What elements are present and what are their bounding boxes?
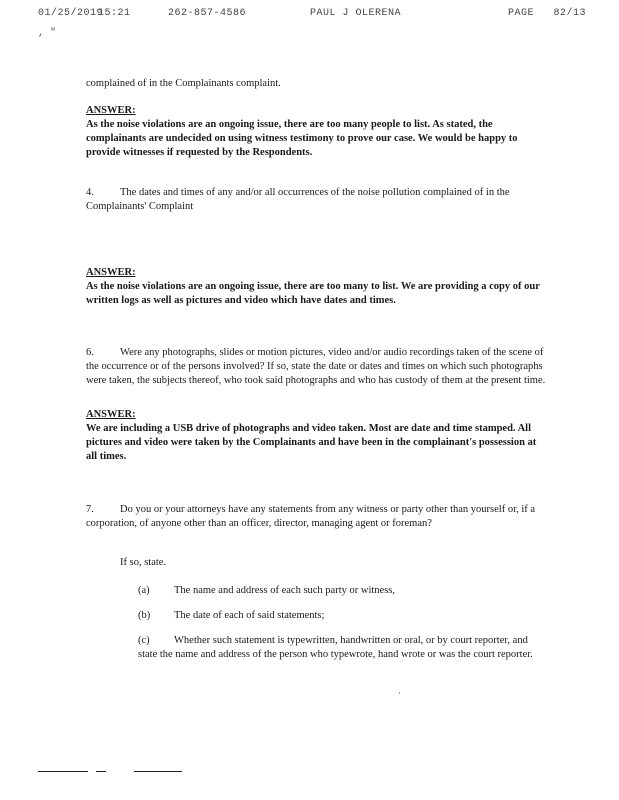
fax-page [508, 8, 586, 19]
scan-speck: · [398, 688, 401, 698]
question-4-text: The dates and times of any and/or all occurrences of the noise pollution complained of in the Complainants' Complaint [86, 187, 510, 212]
footer-rule-dash [96, 771, 106, 772]
sub-item-a [138, 584, 548, 598]
question-4-number: 4. [86, 187, 94, 198]
sub-item-c-label: (c) [138, 635, 150, 646]
sub-item-b-label: (b) [138, 610, 151, 621]
fax-mark: , " [38, 28, 57, 39]
answer-6 [86, 408, 548, 464]
continuation-text: complained of in the Complainants complaint. [86, 78, 281, 89]
fax-header [38, 8, 598, 22]
fax-page-label: PAGE [508, 8, 535, 19]
question-6 [86, 346, 548, 388]
answer-1-heading: ANSWER: [86, 105, 136, 116]
answer-1-text: As the noise violations are an ongoing issue, there are too many people to list. As stated, the complainants are undecided on using witness testimony to prove our case. We would be happy to provide witnesses if requested by the Respondents. [86, 119, 518, 158]
sub-item-b [138, 609, 548, 623]
question-7-text: Do you or your attorneys have any statements from any witness or party other than yourself or, if a corporation, of anyone other than an officer, director, managing agent or foreman? [86, 504, 536, 529]
answer-1 [86, 104, 548, 160]
sub-item-a-label: (a) [138, 585, 150, 596]
fax-page-number: 82/13 [553, 8, 587, 19]
fax-phone: 262-857-4586 [168, 8, 247, 19]
fax-sender: PAUL J OLERENA [310, 8, 402, 19]
question-4 [86, 186, 548, 214]
sub-item-c [138, 634, 544, 662]
answer-4 [86, 266, 548, 308]
sub-item-b-text: The date of each of said statements; [174, 610, 325, 621]
answer-4-heading: ANSWER: [86, 267, 136, 278]
sub-item-a-text: The name and address of each such party or witness, [174, 585, 396, 596]
footer-rule-right [134, 771, 182, 772]
fax-time: 15:21 [98, 8, 131, 19]
if-so-state: If so, state. [120, 557, 167, 568]
question-7-number: 7. [86, 504, 94, 515]
answer-6-heading: ANSWER: [86, 409, 136, 420]
question-6-number: 6. [86, 347, 94, 358]
question-7 [86, 503, 548, 531]
sub-item-c-text: Whether such statement is typewritten, handwritten or oral, or by court reporter, and state the name and address of the person who typewrote, hand wrote or was the court reporter. [138, 635, 533, 660]
footer-rule-left [38, 771, 88, 772]
answer-4-text: As the noise violations are an ongoing issue, there are too many to list. We are providing a copy of our written logs as well as pictures and video which have dates and times. [86, 281, 540, 306]
fax-date: 01/25/2019 [38, 8, 104, 19]
answer-6-text: We are including a USB drive of photographs and video taken. Most are date and time stamped. All pictures and video were taken by the Complainants and have been in the complainant's possession at all times. [86, 423, 537, 462]
question-6-text: Were any photographs, slides or motion pictures, video and/or audio recordings taken of the scene of the occurrence or of the persons involved? If so, state the date or dates and times on which such photographs were taken, the subjects thereof, who took said photographs and who has custody of them at the present time. [86, 347, 546, 386]
